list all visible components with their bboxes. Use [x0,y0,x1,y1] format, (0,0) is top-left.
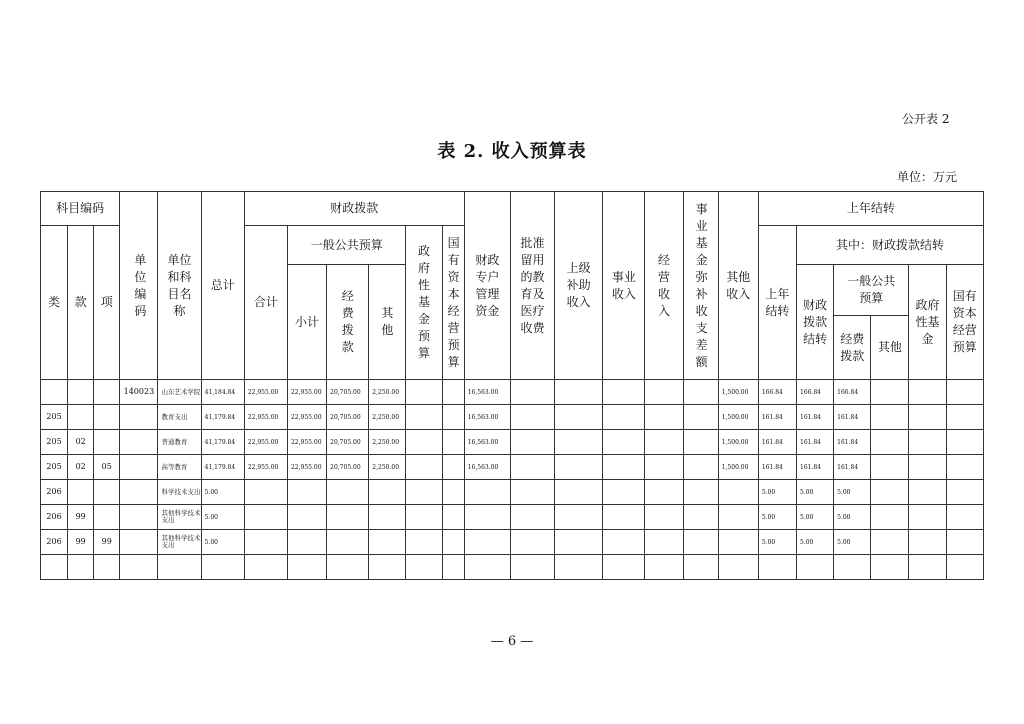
public-table-label: 公开表 2 [902,112,950,126]
cell-lei [41,380,68,405]
cell-fiscal-special [464,530,510,555]
cell-unit-code: 140023 [120,380,158,405]
cell-name [158,555,201,580]
cell-approved-retained [510,405,554,430]
cell-fiscal-special: 16,563.00 [464,455,510,480]
cell-funding [327,530,369,555]
cell-business-income [603,530,645,555]
header-fund-make-up: 事业基金弥补收支差额 [683,192,718,380]
cell-fund-make-up [683,555,718,580]
cell-subtotal: 22,955.00 [287,380,326,405]
cell-business-income [603,505,645,530]
cell-fiscal-carry: 166.84 [797,380,834,405]
cell-approved-retained [510,505,554,530]
cell-total: 41,179.84 [201,430,244,455]
cell-state-capital2 [946,380,983,405]
cell-state-capital [442,480,464,505]
cell-other-income: 1,500.00 [718,430,758,455]
cell-fiscal-sum [244,480,287,505]
unit-label: 单位：万元 [897,170,958,184]
cell-xiang [94,480,120,505]
cell-prior-carryover: 161.84 [758,455,796,480]
cell-name: 山东艺术学院 [158,380,201,405]
cell-subtotal [287,530,326,555]
cell-lei [41,555,68,580]
cell-subtotal: 22,955.00 [287,405,326,430]
cell-operating-income [645,380,683,405]
header-xiang: 项 [94,226,120,380]
cell-fund-make-up [683,430,718,455]
header-business-income: 事业收入 [603,192,645,380]
header-other-income: 其他收入 [718,192,758,380]
cell-name: 其他科学技术支出 [158,530,201,555]
cell-prior-carryover: 161.84 [758,430,796,455]
cell-operating-income [645,405,683,430]
cell-fund-make-up [683,530,718,555]
cell-unit-code [120,480,158,505]
cell-kuan [68,405,94,430]
cell-total: 41,179.84 [201,455,244,480]
header-lei: 类 [41,226,68,380]
cell-other: 2,250.00 [369,380,406,405]
cell-business-income [603,555,645,580]
cell-xiang: 99 [94,530,120,555]
cell-xiang [94,505,120,530]
cell-state-capital [442,455,464,480]
header-state-capital2: 国有资本经营预算 [946,265,983,380]
cell-fiscal-sum [244,555,287,580]
cell-lei: 206 [41,480,68,505]
cell-other2 [871,430,909,455]
header-approved-retained: 批准留用的教育及医疗收费 [510,192,554,380]
cell-total [201,555,244,580]
cell-superior-subsidy [555,480,603,505]
cell-gov-fund2 [909,530,946,555]
cell-fund-make-up [683,405,718,430]
cell-funding [327,480,369,505]
cell-lei: 206 [41,505,68,530]
cell-superior-subsidy [555,505,603,530]
cell-business-income [603,480,645,505]
cell-gov-fund2 [909,505,946,530]
cell-state-capital2 [946,455,983,480]
cell-gov-fund2 [909,455,946,480]
cell-fiscal-special [464,555,510,580]
cell-other2 [871,380,909,405]
cell-subtotal: 22,955.00 [287,455,326,480]
cell-kuan: 99 [68,505,94,530]
table-row [41,555,984,580]
cell-state-capital2 [946,430,983,455]
cell-superior-subsidy [555,455,603,480]
header-fiscal-sum: 合计 [244,226,287,380]
cell-prior-carryover: 5.00 [758,505,796,530]
cell-other: 2,250.00 [369,455,406,480]
cell-funding [327,505,369,530]
cell-approved-retained [510,555,554,580]
cell-prior-carryover: 5.00 [758,530,796,555]
cell-state-capital [442,530,464,555]
cell-operating-income [645,530,683,555]
cell-other-income [718,530,758,555]
cell-approved-retained [510,530,554,555]
cell-fund-make-up [683,380,718,405]
cell-other [369,530,406,555]
header-gen-budget2: 一般公共预算 [834,265,909,316]
cell-xiang [94,430,120,455]
cell-operating-income [645,555,683,580]
cell-fiscal-sum [244,530,287,555]
cell-gov-fund [406,505,442,530]
table-row [41,480,984,505]
cell-unit-code [120,455,158,480]
cell-other2 [871,405,909,430]
cell-other: 2,250.00 [369,405,406,430]
cell-gov-fund2 [909,555,946,580]
cell-gov-fund2 [909,430,946,455]
cell-gov-fund2 [909,480,946,505]
header-unit-name: 单位和科目名称 [158,192,201,380]
cell-state-capital2 [946,405,983,430]
cell-name: 教育支出 [158,405,201,430]
cell-operating-income [645,455,683,480]
cell-fiscal-carry: 5.00 [797,530,834,555]
cell-state-capital2 [946,505,983,530]
cell-fiscal-carry: 161.84 [797,455,834,480]
header-fiscal-carry: 财政拨款结转 [797,265,834,380]
header-kuan: 款 [68,226,94,380]
cell-lei: 205 [41,430,68,455]
cell-name: 其他科学技术支出 [158,505,201,530]
header-total: 总计 [201,192,244,380]
cell-approved-retained [510,480,554,505]
cell-fiscal-sum: 22,955.00 [244,380,287,405]
cell-other2 [871,505,909,530]
cell-gov-fund [406,380,442,405]
cell-superior-subsidy [555,530,603,555]
cell-funding2: 166.84 [834,380,871,405]
cell-state-capital [442,380,464,405]
cell-approved-retained [510,430,554,455]
cell-approved-retained [510,455,554,480]
cell-xiang [94,405,120,430]
cell-superior-subsidy [555,405,603,430]
cell-funding2 [834,555,871,580]
cell-fund-make-up [683,455,718,480]
cell-fiscal-carry: 161.84 [797,405,834,430]
page-title: 表 2. 收入预算表 [437,141,587,162]
cell-gov-fund [406,455,442,480]
cell-funding2: 5.00 [834,480,871,505]
cell-funding [327,555,369,580]
header-funding: 经费拨款 [327,265,369,380]
table-row [41,455,984,480]
cell-gov-fund2 [909,380,946,405]
cell-other [369,555,406,580]
header-subtotal: 小计 [287,265,326,380]
cell-state-capital2 [946,530,983,555]
cell-prior-carryover: 5.00 [758,480,796,505]
cell-total: 41,179.84 [201,405,244,430]
cell-xiang: 05 [94,455,120,480]
header-fiscal: 财政拨款 [244,192,464,226]
cell-subtotal [287,505,326,530]
cell-superior-subsidy [555,430,603,455]
cell-other-income [718,555,758,580]
cell-prior-carryover: 166.84 [758,380,796,405]
cell-business-income [603,455,645,480]
header-fiscal-special: 财政专户管理资金 [464,192,510,380]
cell-unit-code [120,530,158,555]
cell-gov-fund [406,530,442,555]
cell-funding: 20,705.00 [327,380,369,405]
cell-superior-subsidy [555,380,603,405]
cell-subtotal [287,555,326,580]
cell-business-income [603,430,645,455]
header-subject-code: 科目编码 [41,192,120,226]
cell-fiscal-carry: 5.00 [797,505,834,530]
cell-other2 [871,555,909,580]
header-operating-income: 经营收入 [645,192,683,380]
cell-xiang [94,380,120,405]
header-unit-code: 单位编码 [120,192,158,380]
cell-other2 [871,480,909,505]
cell-other-income: 1,500.00 [718,405,758,430]
cell-unit-code [120,555,158,580]
cell-name: 科学技术支出 [158,480,201,505]
header-other2: 其他 [871,316,909,380]
cell-other [369,505,406,530]
cell-kuan [68,380,94,405]
cell-other-income: 1,500.00 [718,455,758,480]
cell-name: 高等教育 [158,455,201,480]
cell-state-capital [442,505,464,530]
cell-fiscal-sum: 22,955.00 [244,455,287,480]
cell-funding2: 161.84 [834,405,871,430]
cell-kuan [68,480,94,505]
cell-fiscal-carry [797,555,834,580]
cell-fund-make-up [683,480,718,505]
cell-other-income: 1,500.00 [718,380,758,405]
header-state-capital: 国有资本经营预算 [442,226,464,380]
header-prior-total: 上年结转 [758,226,796,380]
cell-state-capital2 [946,555,983,580]
cell-operating-income [645,505,683,530]
cell-state-capital2 [946,480,983,505]
cell-approved-retained [510,380,554,405]
cell-gov-fund [406,480,442,505]
cell-kuan: 02 [68,430,94,455]
header-gov-fund: 政府性基金预算 [406,226,442,380]
cell-other-income [718,480,758,505]
cell-business-income [603,380,645,405]
cell-fiscal-carry: 5.00 [797,480,834,505]
cell-fiscal-sum: 22,955.00 [244,430,287,455]
table-row [41,405,984,430]
table-row [41,530,984,555]
cell-state-capital [442,430,464,455]
cell-superior-subsidy [555,555,603,580]
cell-funding: 20,705.00 [327,430,369,455]
cell-unit-code [120,505,158,530]
cell-operating-income [645,480,683,505]
cell-total: 5.00 [201,505,244,530]
cell-total: 41,184.84 [201,380,244,405]
cell-prior-carryover: 161.84 [758,405,796,430]
cell-fiscal-carry: 161.84 [797,430,834,455]
table-row [41,380,984,405]
header-superior-subsidy: 上级补助收入 [555,192,603,380]
cell-fiscal-special [464,480,510,505]
header-general-budget: 一般公共预算 [287,226,405,265]
income-budget-table [40,191,984,580]
cell-funding2: 5.00 [834,530,871,555]
cell-kuan: 02 [68,455,94,480]
cell-kuan: 99 [68,530,94,555]
cell-lei: 205 [41,455,68,480]
cell-fiscal-sum: 22,955.00 [244,405,287,430]
cell-unit-code [120,405,158,430]
cell-lei: 205 [41,405,68,430]
cell-business-income [603,405,645,430]
cell-state-capital [442,405,464,430]
cell-subtotal [287,480,326,505]
cell-xiang [94,555,120,580]
cell-fiscal-special [464,505,510,530]
cell-other [369,480,406,505]
cell-other2 [871,530,909,555]
cell-unit-code [120,430,158,455]
cell-funding2: 5.00 [834,505,871,530]
cell-fiscal-sum [244,505,287,530]
header-funding2: 经费拨款 [834,316,871,380]
cell-fund-make-up [683,505,718,530]
cell-subtotal: 22,955.00 [287,430,326,455]
table-row [41,430,984,455]
cell-other2 [871,455,909,480]
cell-other: 2,250.00 [369,430,406,455]
cell-funding2: 161.84 [834,455,871,480]
cell-funding: 20,705.00 [327,405,369,430]
cell-gov-fund2 [909,405,946,430]
cell-gov-fund [406,430,442,455]
table-body [41,380,984,580]
page-number: — 6 — [490,634,534,649]
cell-fiscal-special: 16,563.00 [464,405,510,430]
cell-total: 5.00 [201,530,244,555]
cell-fiscal-special: 16,563.00 [464,380,510,405]
cell-fiscal-special: 16,563.00 [464,430,510,455]
header-other: 其他 [369,265,406,380]
table-row [41,505,984,530]
cell-lei: 206 [41,530,68,555]
cell-funding: 20,705.00 [327,455,369,480]
cell-kuan [68,555,94,580]
header-prior-carryover: 上年结转 [758,192,983,226]
cell-name: 普通教育 [158,430,201,455]
cell-prior-carryover [758,555,796,580]
cell-funding2: 161.84 [834,430,871,455]
cell-other-income [718,505,758,530]
header-of-which-fiscal: 其中：财政拨款结转 [797,226,984,265]
cell-total: 5.00 [201,480,244,505]
cell-state-capital [442,555,464,580]
cell-operating-income [645,430,683,455]
cell-gov-fund [406,555,442,580]
header-gov-fund2: 政府性基金 [909,265,946,380]
cell-gov-fund [406,405,442,430]
